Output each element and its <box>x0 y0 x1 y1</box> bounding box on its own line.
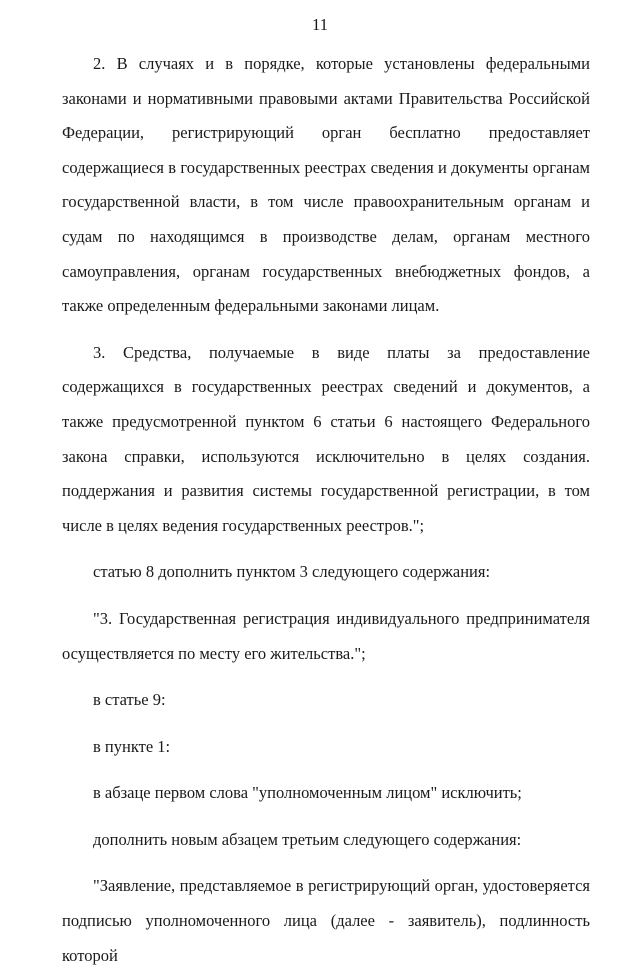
paragraph-add-third-subparagraph: дополнить новым абзацем третьим следующего содержания: <box>93 829 522 849</box>
paragraph-first-subparagraph: в абзаце первом слова "уполномоченным лицом" исключить; <box>93 783 522 803</box>
paragraph-article-9: в статье 9: <box>93 690 166 710</box>
paragraph-article-8-amendment: статью 8 дополнить пунктом 3 следующего содержания: <box>93 562 491 582</box>
page-number: 11 <box>311 15 329 34</box>
paragraph-application-signature: "Заявление, представляемое в регистрирующий орган, удостоверяется подписью уполномоченного лица (далее - заявитель), подлинность которой <box>62 876 590 965</box>
paragraph-point-1: в пункте 1: <box>93 736 171 756</box>
paragraph-fees-usage: 3. Средства, получаемые в виде платы за предоставление содержащихся в государственных реестрах сведений и документов, а также предусмотренной пунктом 6 статьи 6 настоящего Федерального закона справки, используются исключительно в целях создания. поддержания и развития системы государственной регистрации, в том числе в целях ведения государственных реестров."; <box>62 342 590 535</box>
document-body <box>62 47 590 973</box>
paragraph-registration-info-free: 2. В случаях и в порядке, которые установлены федеральными законами и нормативными правовыми актами Правительства Российской Федерации, регистрирующий орган бесплатно предоставляет содержащиеся в государственных реестрах сведения и документы органам государственной власти, в том числе правоохранительным органам и судам по находящимся в производстве делам, органам местного самоуправления, органам государственных внебюджетных фондов, а также определенным федеральными законами лицам. <box>62 54 590 316</box>
paragraph-individual-entrepreneur-registration: "3. Государственная регистрация индивидуального предпринимателя осуществляется по месту его жительства."; <box>62 608 590 663</box>
